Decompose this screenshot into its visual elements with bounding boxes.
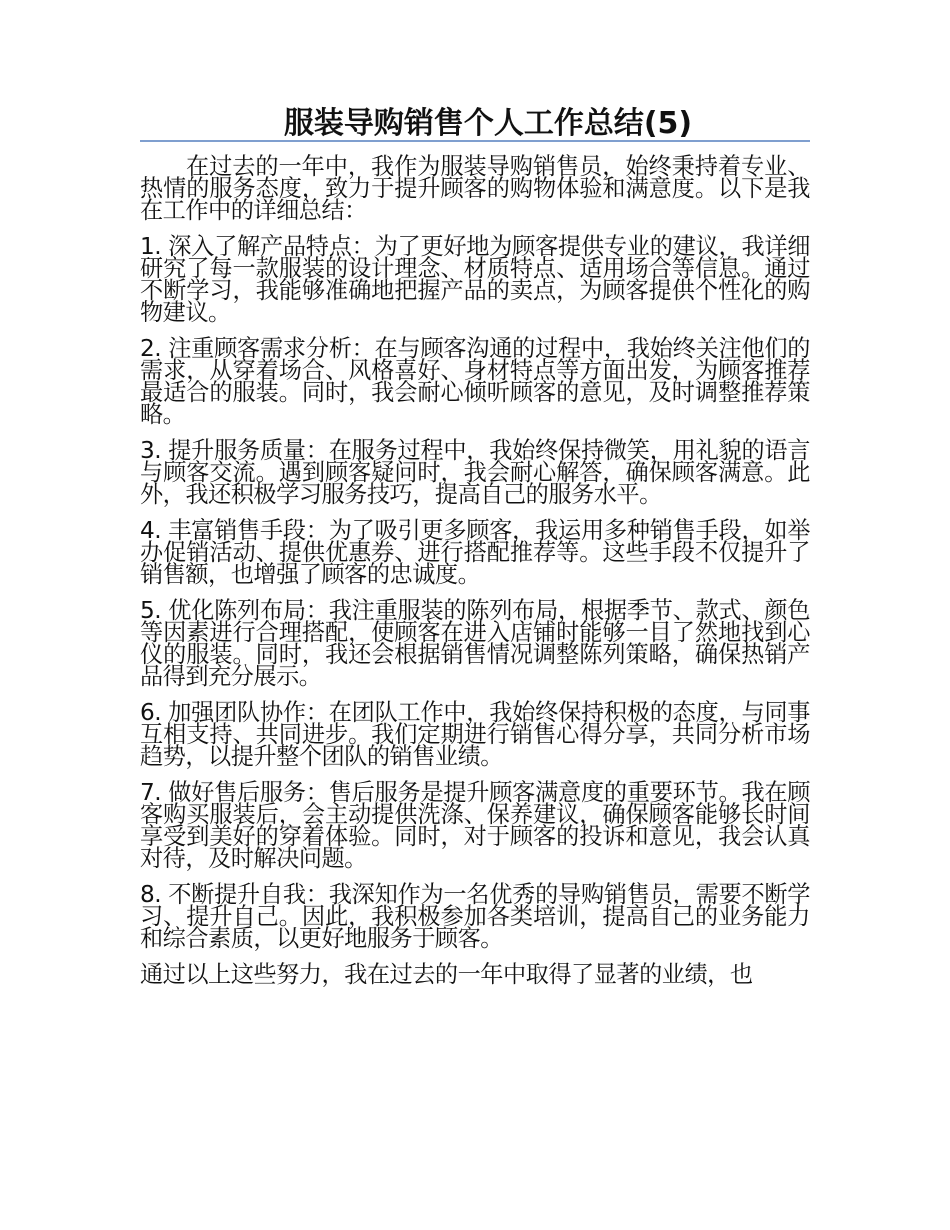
closing-paragraph: 通过以上这些努力，我在过去的一年中取得了显著的业绩，也	[140, 961, 753, 988]
title-underline	[140, 140, 810, 142]
list-item-3: 3. 提升服务质量：在服务过程中，我始终保持微笑，用礼貌的语言与顾客交流。遇到顾客疑问时，我会耐心解答，确保顾客满意。此外，我还积极学习服务技巧，提高自己的服务水平。	[140, 437, 810, 508]
list-item-7: 7. 做好售后服务：售后服务是提升顾客满意度的重要环节。我在顾客购买服装后，会主动提供洗涤、保养建议，确保顾客能够长时间享受到美好的穿着体验。同时，对于顾客的投诉和意见，我会认真对待，及时解决问题。	[140, 779, 810, 872]
intro-paragraph: 在过去的一年中，我作为服装导购销售员，始终秉持着专业、热情的服务态度，致力于提升顾客的购物体验和满意度。以下是我在工作中的详细总结：	[140, 153, 810, 224]
document-body	[140, 153, 810, 1000]
list-item-8: 8. 不断提升自我：我深知作为一名优秀的导购销售员，需要不断学习、提升自己。因此，我积极参加各类培训，提高自己的业务能力和综合素质，以更好地服务于顾客。	[140, 881, 810, 952]
list-item-6: 6. 加强团队协作：在团队工作中，我始终保持积极的态度，与同事互相支持、共同进步。我们定期进行销售心得分享，共同分析市场趋势，以提升整个团队的销售业绩。	[140, 699, 810, 770]
list-item-1: 1. 深入了解产品特点：为了更好地为顾客提供专业的建议，我详细研究了每一款服装的设计理念、材质特点、适用场合等信息。通过不断学习，我能够准确地把握产品的卖点，为顾客提供个性化的购物建议。	[140, 233, 810, 326]
list-item-4: 4. 丰富销售手段：为了吸引更多顾客，我运用多种销售手段，如举办促销活动、提供优惠券、进行搭配推荐等。这些手段不仅提升了销售额，也增强了顾客的忠诚度。	[140, 517, 810, 588]
document-title: 服装导购销售个人工作总结(5)	[283, 106, 693, 141]
list-item-2: 2. 注重顾客需求分析：在与顾客沟通的过程中，我始终关注他们的需求，从穿着场合、风格喜好、身材特点等方面出发，为顾客推荐最适合的服装。同时，我会耐心倾听顾客的意见，及时调整推荐策略。	[140, 335, 810, 428]
list-item-5: 5. 优化陈列布局：我注重服装的陈列布局，根据季节、款式、颜色等因素进行合理搭配，使顾客在进入店铺时能够一目了然地找到心仪的服装。同时，我还会根据销售情况调整陈列策略，确保热销产品得到充分展示。	[140, 597, 810, 690]
